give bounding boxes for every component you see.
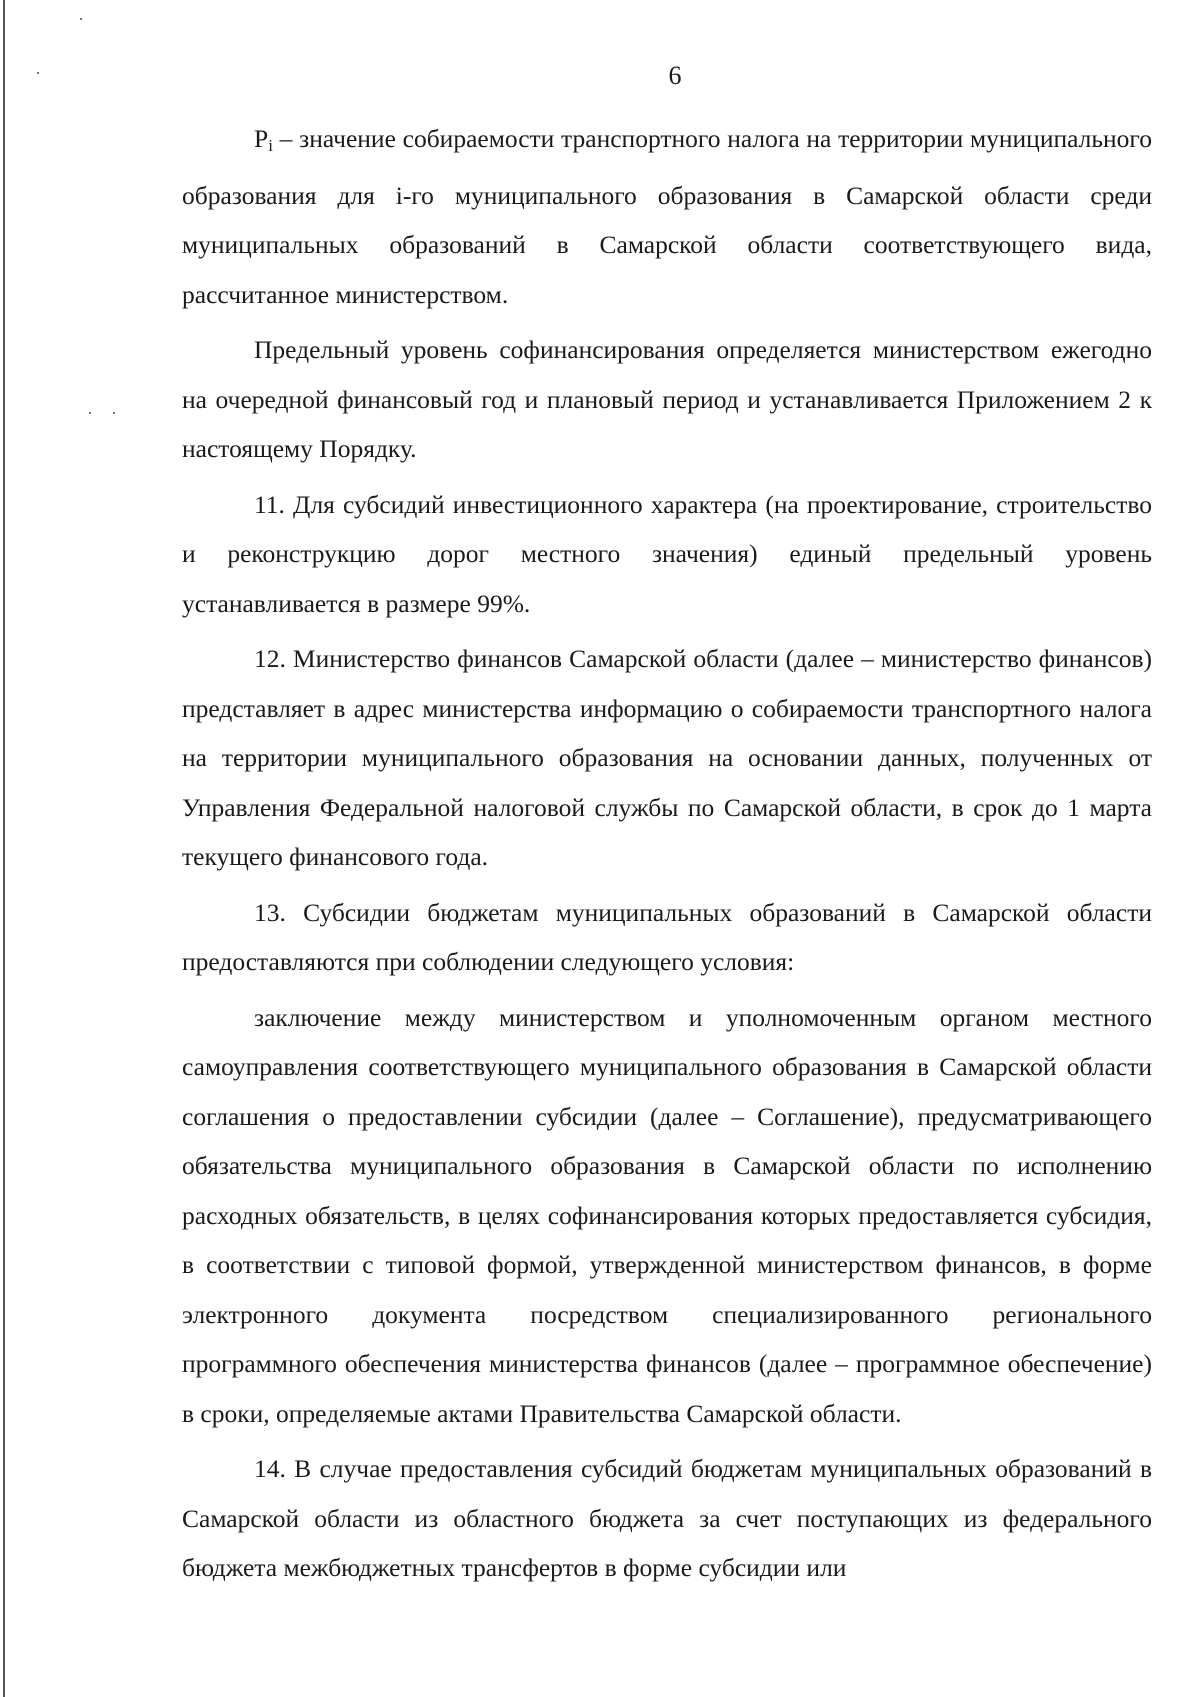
paragraph-item-12: 12. Министерство финансов Самарской области (далее – министерство финансов) представляет в адрес министерства информацию о собираемости транспортного налога на территории муниципального образования на основании данных, полученных от Управления Федеральной налоговой службы по Самарской области, в срок до 1 марта текущего финансового года. <box>182 644 1152 871</box>
paragraph-cofinancing-limit: Предельный уровень софинансирования определяется министерством ежегодно на очередной финансовый год и плановый период и устанавливается Приложением 2 к настоящему Порядку. <box>182 335 1152 463</box>
scan-speck <box>89 412 91 414</box>
paragraph-text: – значение собираемости транспортного налога на территории муниципального образования для i-го муниципального образования в Самарской области среди муниципальных образований в Самарской области соответствующего вида, рассчитанное министерством. <box>182 124 1152 309</box>
scan-edge-line <box>3 0 5 1697</box>
paragraph-pi-definition <box>182 114 1152 319</box>
paragraph-item-14: 14. В случае предоставления субсидий бюджетам муниципальных образований в Самарской области из областного бюджета за счет поступающих из федерального бюджета межбюджетных трансфертов в форме субсидии или <box>182 1454 1152 1582</box>
paragraph-agreement-condition: заключение между министерством и уполномоченным органом местного самоуправления соответствующего муниципального образования в Самарской области соглашения о предоставлении субсидии (далее – Соглашение), предусматривающего обязательства муниципального образования в Самарской области по исполнению расходных обязательств, в целях софинансирования которых предоставляется субсидия, в соответствии с типовой формой, утвержденной министерством финансов, в форме электронного документа посредством специализированного регионального программного обеспечения министерства финансов (далее – программное обеспечение) в сроки, определяемые актами Правительства Самарской области. <box>182 1002 1152 1428</box>
formula-symbol: P <box>254 124 269 153</box>
paragraph-item-11: 11. Для субсидий инвестиционного характера (на проектирование, строительство и реконструкцию дорог местного значения) единый предельный уровень устанавливается в размере 99%. <box>182 489 1152 618</box>
document-body <box>182 114 1152 1593</box>
paragraph-item-13: 13. Субсидии бюджетам муниципальных образований в Самарской области предоставляются при соблюдении следующего условия: <box>182 897 1152 976</box>
page-number: 6 <box>668 61 682 90</box>
scan-speck <box>80 18 82 20</box>
scan-speck <box>113 412 115 414</box>
formula-symbol-subscript: i <box>268 136 273 155</box>
